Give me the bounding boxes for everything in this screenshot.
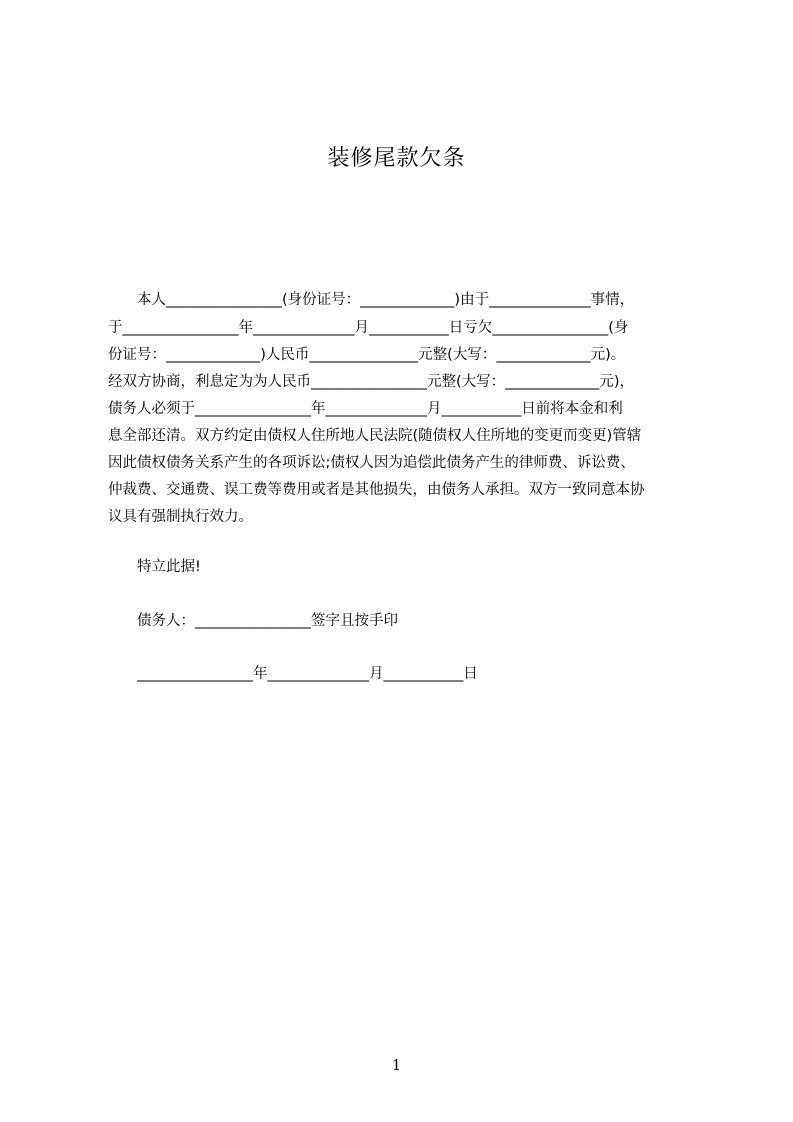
body-line-6: 息全部还清。双方约定由债权人住所地人民法院(随债权人住所地的变更而变更)管辖 <box>108 428 642 444</box>
debtor-signature-line: 债务人：________________签字且按手印 <box>137 613 398 629</box>
page-title: 装修尾款欠条 <box>327 146 466 171</box>
closing-statement: 特立此据! <box>137 559 201 575</box>
body-line-3: 份证号：_____________)人民币_______________元整(大写：_____________元)。 <box>108 347 626 363</box>
page-number: 1 <box>391 1056 402 1074</box>
body-line-4: 经双方协商，利息定为为人民币________________元整(大写：_____________元)， <box>108 374 635 390</box>
body-line-2: 于________________年______________月___________日亏欠________________(身 <box>108 320 629 336</box>
body-line-7: 因此债权债务关系产生的各项诉讼;债权人因为追偿此债务产生的律师费、诉讼费、 <box>108 455 635 471</box>
body-line-5: 债务人必须于________________年______________月___________日前将本金和利 <box>108 401 623 417</box>
date-line: ________________年______________月___________日 <box>137 666 478 682</box>
body-line-1: 本人________________(身份证号：_____________)由于______________事情， <box>137 292 635 308</box>
body-line-9: 议具有强制执行效力。 <box>108 509 253 525</box>
body-line-8: 仲裁费、交通费、误工费等费用或者是其他损失，由债务人承担。双方一致同意本协 <box>108 482 645 498</box>
